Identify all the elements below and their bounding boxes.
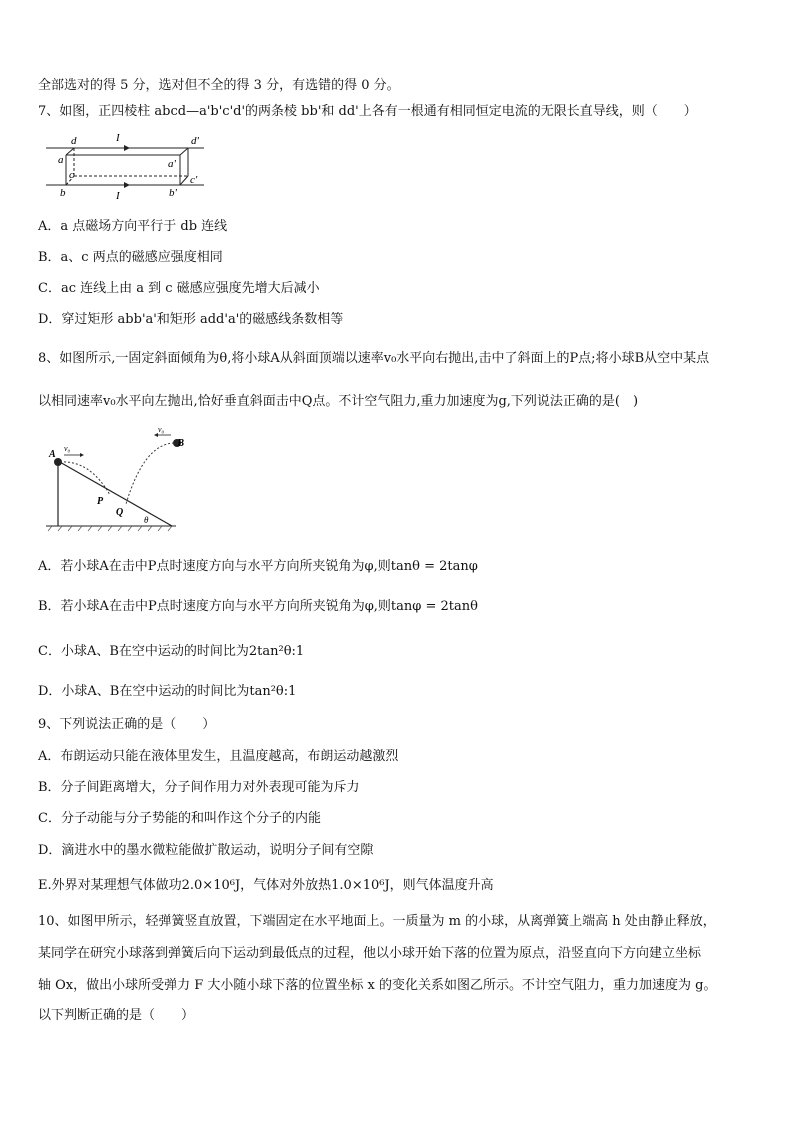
q8-option-a: A．若小球A在击中P点时速度方向与水平方向所夹锐角为φ,则tanθ = 2tanφ: [38, 559, 478, 574]
label-a-prime: a': [168, 158, 176, 170]
q8-option-c: C．小球A、B在空中运动的时间比为2tan²θ:1: [38, 644, 305, 659]
q10-line1: 10、如图甲所示，轻弹簧竖直放置，下端固定在水平地面上。一质量为 m 的小球，从离弹簧上端高 h 处由静止释放，: [38, 914, 716, 929]
q7-option-d: D．穿过矩形 abb'a'和矩形 add'a'的磁感线条数相等: [38, 312, 344, 327]
q7-option-c: C．ac 连线上由 a 到 c 磁感应强度先增大后减小: [38, 281, 320, 296]
q8-stem-line1: 8、如图所示,一固定斜面倾角为θ,将小球A从斜面顶端以速率v₀水平向右抛出,击中了斜面上的P点;将小球B从空中某点: [38, 351, 710, 366]
label-c-prime: c': [190, 174, 198, 186]
q9-stem: 9、下列说法正确的是（ ）: [38, 717, 216, 732]
label-b: b: [60, 187, 66, 199]
label-c: c: [69, 169, 74, 181]
label-ball-b: B: [177, 438, 184, 449]
intro-line: 全部选对的得 5 分，选对但不全的得 3 分，有选错的得 0 分。: [38, 78, 400, 93]
label-i-bottom: I: [116, 190, 120, 200]
q7-stem: 7、如图，正四棱柱 abcd—a'b'c'd'的两条棱 bb'和 dd'上各有一根通有相同恒定电流的无限长直导线，则（ ）: [38, 104, 697, 119]
label-p: P: [97, 496, 104, 507]
q7-option-b: B．a、c 两点的磁感应强度相同: [38, 250, 223, 265]
q10-line3: 轴 Ox，做出小球所受弹力 F 大小随小球下落的位置坐标 x 的变化关系如图乙所示。不计空气阻力，重力加速度为 g。: [38, 978, 717, 993]
q9-option-c: C．分子动能与分子势能的和叫作这个分子的内能: [38, 811, 321, 826]
q9-option-a: A．布朗运动只能在液体里发生，且温度越高，布朗运动越激烈: [38, 749, 399, 764]
q8-option-d: D．小球A、B在空中运动的时间比为tan²θ:1: [38, 684, 297, 699]
q9-option-b: B．分子间距离增大，分子间作用力对外表现可能为斥力: [38, 780, 360, 795]
q8-option-b: B．若小球A在击中P点时速度方向与水平方向所夹锐角为φ,则tanφ = 2tanθ: [38, 599, 478, 614]
label-d: d: [71, 135, 77, 147]
label-ball-a: A: [49, 449, 56, 460]
label-b-prime: b': [169, 187, 177, 199]
prism-diagram: [44, 130, 209, 200]
label-d-prime: d': [191, 135, 199, 147]
q9-option-e: E.外界对某理想气体做功2.0×10⁶J，气体对外放热1.0×10⁶J，则气体温度升高: [38, 878, 494, 893]
incline-diagram: [44, 424, 184, 536]
label-i-top: I: [116, 132, 120, 144]
q8-stem-line2: 以相同速率v₀水平向左抛出,恰好垂直斜面击中Q点。不计空气阻力,重力加速度为g,下列说法正确的是( ): [38, 394, 639, 409]
q10-line2: 某同学在研究小球落到弹簧后向下运动到最低点的过程，他以小球开始下落的位置为原点，沿竖直向下方向建立坐标: [38, 946, 702, 961]
q7-figure: [44, 130, 209, 200]
q8-figure: [44, 424, 184, 536]
q10-line4: 以下判断正确的是（ ）: [38, 1008, 195, 1023]
q7-option-a: A．a 点磁场方向平行于 db 连线: [38, 219, 228, 234]
q9-option-d: D．滴进水中的墨水微粒能做扩散运动，说明分子间有空隙: [38, 843, 374, 858]
label-a: a: [58, 154, 64, 166]
label-q: Q: [116, 507, 124, 518]
label-v0-a: v₀: [64, 444, 71, 453]
label-v0-b: v₀: [158, 425, 165, 434]
label-theta: θ: [144, 515, 149, 525]
